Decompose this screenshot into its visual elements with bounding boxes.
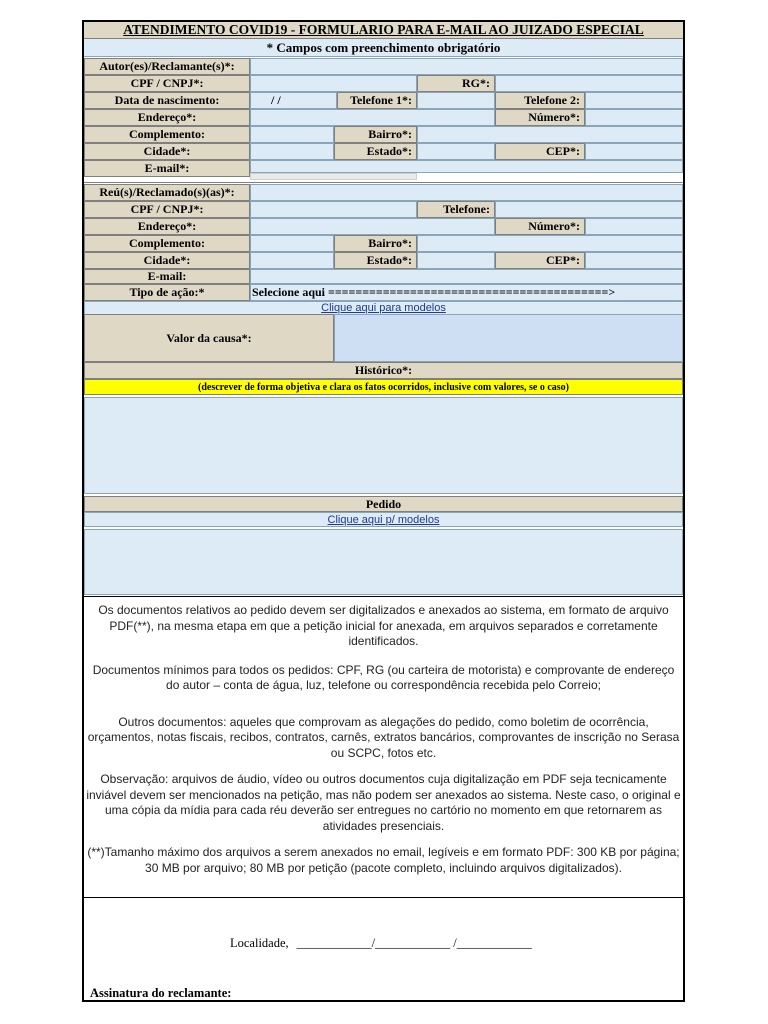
action-type-label: Tipo de ação:* — [84, 284, 250, 301]
autor-phone1-field[interactable] — [417, 92, 495, 109]
history-instruction: (descrever de forma objetiva e clara os fatos ocorridos, inclusive com valores, se o caso) — [84, 379, 683, 395]
claim-value-field[interactable] — [334, 314, 683, 362]
form-title: ATENDIMENTO COVID19 - FORMULARIO PARA E-MAIL AO JUIZADO ESPECIAL — [84, 22, 683, 39]
reu-state-label: Estado*: — [334, 252, 417, 269]
info-paragraph-2: Documentos mínimos para todos os pedidos: CPF, RG (ou carteira de motorista) e comprovante de endereço do autor – conta de água, luz, telefone ou correspondência recebida pelo Correio; — [92, 662, 675, 692]
action-type-select[interactable]: Selecione aqui =========================================> — [250, 284, 683, 301]
autor-phone2-field[interactable] — [585, 92, 683, 109]
reu-address-field[interactable] — [250, 218, 495, 235]
reu-city-label: Cidade*: — [84, 252, 250, 269]
reu-complement-field[interactable] — [250, 235, 334, 252]
section-gap — [84, 180, 683, 183]
claim-value-label: Valor da causa*: — [84, 314, 334, 362]
autor-number-field[interactable] — [585, 109, 683, 126]
history-textarea[interactable] — [84, 397, 683, 494]
reu-number-label: Número*: — [495, 218, 585, 235]
autor-email-underline — [250, 173, 417, 180]
reu-city-field[interactable] — [250, 252, 334, 269]
reu-district-field[interactable] — [417, 235, 683, 252]
reu-name-field[interactable] — [250, 184, 683, 201]
autor-state-label: Estado*: — [334, 143, 417, 160]
autor-complement-label: Complemento: — [84, 126, 250, 143]
reu-cep-label: CEP*: — [495, 252, 585, 269]
autor-address-label: Endereço*: — [84, 109, 250, 126]
reu-state-field[interactable] — [417, 252, 495, 269]
reu-cpf-field[interactable] — [250, 201, 417, 218]
autor-email-field[interactable] — [250, 160, 683, 173]
autor-state-field[interactable] — [417, 143, 495, 160]
autor-birthdate-field[interactable]: / / — [250, 92, 337, 109]
info-paragraph-3: Outros documentos: aqueles que comprovam as alegações do pedido, como boletim de ocorrência, orçamentos, notas fiscais, recibos, contratos, carnês, extratos bancários, comprovantes de inscrição no Serasa ou SCPC, fotos etc. — [87, 714, 680, 760]
reu-number-field[interactable] — [585, 218, 683, 235]
required-fields-note: * Campos com preenchimento obrigatório — [84, 39, 683, 57]
complaint-form — [82, 20, 685, 1002]
autor-city-label: Cidade*: — [84, 143, 250, 160]
request-models-row — [84, 512, 683, 527]
info-paragraph-4: Observação: arquivos de áudio, vídeo ou outros documentos cuja digitalização em PDF seja tecnicamente inviável devem ser mencionados na petição, mas não podem ser anexados ao sistema. Neste caso, o original e uma cópia da mídia para cada réu deverão ser entregues no cartório no momento em que retornarem as atividades presenciais. — [86, 772, 681, 833]
reu-phone-label: Telefone: — [417, 201, 495, 218]
locality-label: Localidade, — [230, 935, 289, 950]
autor-complement-field[interactable] — [250, 126, 334, 143]
autor-cpf-label: CPF / CNPJ*: — [84, 75, 250, 92]
reu-section-label: Reú(s)/Reclamado(s)(as)*: — [84, 184, 250, 201]
autor-city-field[interactable] — [250, 143, 334, 160]
reu-cpf-label: CPF / CNPJ*: — [84, 201, 250, 218]
autor-rg-field[interactable] — [495, 75, 683, 92]
reu-email-field[interactable] — [250, 269, 683, 284]
autor-rg-label: RG*: — [417, 75, 495, 92]
signature-label: Assinatura do reclamante: — [90, 986, 232, 1000]
locality-date-field[interactable]: ____________/____________ /____________ — [296, 935, 532, 950]
autor-cep-field[interactable] — [585, 143, 683, 160]
autor-phone2-label: Telefone 2: — [495, 92, 585, 109]
reu-complement-label: Complemento: — [84, 235, 250, 252]
instructions-block — [84, 596, 683, 898]
reu-district-label: Bairro*: — [334, 235, 417, 252]
autor-number-label: Número*: — [495, 109, 585, 126]
reu-cep-field[interactable] — [585, 252, 683, 269]
request-label: Pedido — [84, 496, 683, 512]
locality-line — [230, 934, 670, 952]
autor-section-label: Autor(es)/Reclamante(s)*: — [84, 58, 250, 75]
autor-birthdate-label: Data de nascimento: — [84, 92, 250, 109]
autor-email-label: E-mail*: — [84, 160, 250, 177]
autor-phone1-label: Telefone 1*: — [337, 92, 417, 109]
reu-address-label: Endereço*: — [84, 218, 250, 235]
action-models-link[interactable]: Clique aqui para modelos — [321, 302, 446, 314]
autor-address-field[interactable] — [250, 109, 495, 126]
autor-district-field[interactable] — [417, 126, 683, 143]
autor-district-label: Bairro*: — [334, 126, 417, 143]
autor-cep-label: CEP*: — [495, 143, 585, 160]
request-textarea[interactable] — [84, 529, 683, 595]
request-models-link[interactable]: Clique aqui p/ modelos — [327, 513, 440, 526]
info-paragraph-5: (**)Tamanho máximo dos arquivos a serem anexados no email, legíveis e em formato PDF: 300 KB por página; 30 MB por arquivo; 80 MB por petição (pacote completo, incluindo arquivos digitalizados). — [87, 845, 680, 875]
info-paragraph-1: Os documentos relativos ao pedido devem ser digitalizados e anexados ao sistema, em formato de arquivo PDF(**), na mesma etapa em que a petição inicial for anexada, em arquivos separados e corretamente identificados. — [98, 603, 669, 648]
action-models-row — [84, 301, 683, 315]
history-label: Histórico*: — [84, 362, 683, 379]
reu-phone-field[interactable] — [495, 201, 683, 218]
reu-email-label: E-mail: — [84, 269, 250, 284]
autor-cpf-field[interactable] — [250, 75, 417, 92]
autor-name-field[interactable] — [250, 58, 683, 75]
